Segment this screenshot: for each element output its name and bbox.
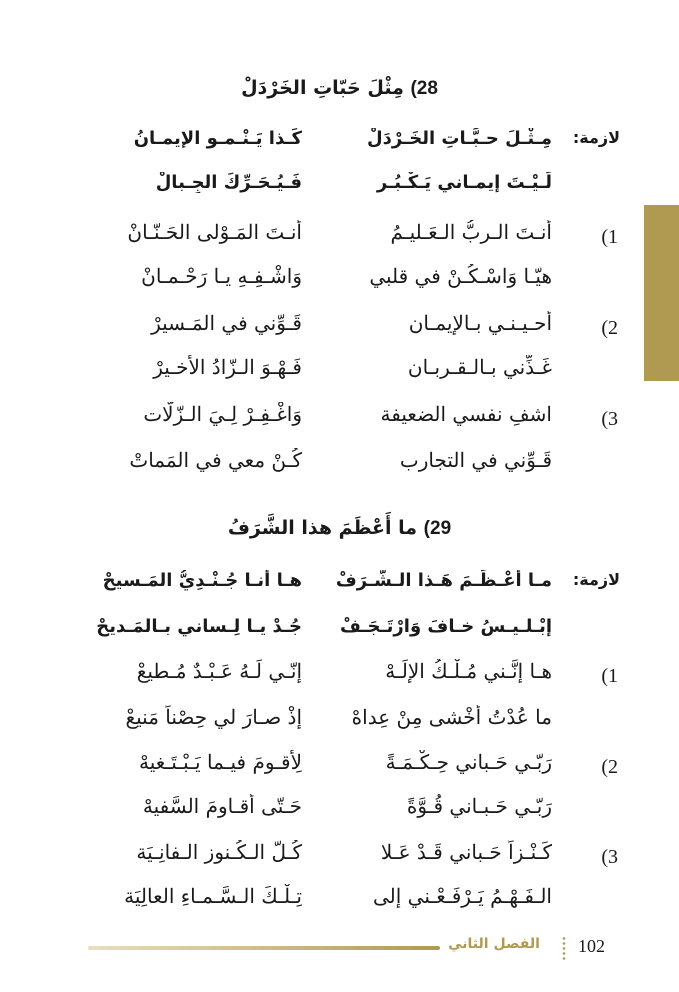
first-hemistich: مِـثْـلَ حـبَّـاتِ الخَـرْدَلْ xyxy=(367,128,552,149)
verse-line xyxy=(40,446,620,486)
second-hemistich: فَـهْـوَ الـزّادُ الأخـيرْ xyxy=(153,355,302,379)
first-hemistich: غَـذِّني بـالـقـربـانِ xyxy=(407,355,552,379)
verse-line xyxy=(40,124,620,164)
hymn-number: 28) xyxy=(410,78,438,99)
first-hemistich: ما عُدْتُ أَخْشى مِنْ عِداهْ xyxy=(351,705,552,729)
second-hemistich: هـا أنـا جُـنْـدِيُّ المَـسيحْ xyxy=(102,570,302,591)
second-hemistich: أنـتَ المَـوْلى الحَـنّـانْ xyxy=(127,220,302,244)
verse-line xyxy=(40,792,620,832)
stanza-number: 2) xyxy=(601,756,618,778)
second-hemistich: تِـلْـكَ الـسَّـمـاءِ العالِيَة xyxy=(124,884,302,908)
hymn-title xyxy=(0,77,679,100)
refrain-label: لازمة: xyxy=(572,128,620,147)
verse-line xyxy=(40,400,620,440)
verse-line xyxy=(40,353,620,393)
first-hemistich: قَـوِّني في التجارب xyxy=(399,448,552,472)
second-hemistich: جُـدْ يـا لِـساني بـالمَـديحْ xyxy=(96,616,302,637)
second-hemistich: فَـيُـحَـرِّكَ الجِـبالْ xyxy=(155,172,302,193)
first-hemistich: أنـتَ الـربُّ الـعَـليـمُ xyxy=(390,220,552,244)
first-hemistich: الـفَـهْـمُ يَـرْفَـعْـني إلى xyxy=(372,884,552,908)
first-hemistich: هيّـا وَاسْـكُـنْ في قلبي xyxy=(369,264,552,288)
first-hemistich: اشفِ نفسي الضعيفة xyxy=(380,402,552,426)
verse-line xyxy=(40,612,620,652)
first-hemistich: كَـنْـزاً حَـباني قَـدْ عَـلا xyxy=(380,840,552,864)
verse-line xyxy=(40,566,620,606)
verse-line xyxy=(40,838,620,878)
second-hemistich: قَـوِّني في المَـسيرْ xyxy=(151,311,302,335)
verse-line xyxy=(40,882,620,922)
page-number: 102 xyxy=(578,936,605,956)
footer-chapter-label: الفصل الثاني xyxy=(448,936,540,952)
verse-line xyxy=(40,262,620,302)
stanza-number: 3) xyxy=(601,846,618,868)
footer-rule xyxy=(88,946,440,950)
stanza-number: 1) xyxy=(601,665,618,687)
refrain-label: لازمة: xyxy=(572,570,620,589)
second-hemistich: وَاغْـفِـرْ لِـيَ الـزّلّات xyxy=(143,402,302,426)
verse-line xyxy=(40,657,620,697)
hymn-title xyxy=(0,517,679,540)
verse-line xyxy=(40,309,620,349)
hymn-title-text: ما أَعْظَمَ هذا الشَّرَفُ xyxy=(227,517,418,539)
first-hemistich: إبْـلـيـسُ خـافَ وَارْتَـجَـفْ xyxy=(339,616,552,637)
second-hemistich: وَاشْـفِـهِ يـا رَحْـمـانْ xyxy=(141,264,302,288)
stanza-number: 2) xyxy=(601,317,618,339)
first-hemistich: أحـيـنـي بـالإيمـانِ xyxy=(408,311,552,335)
first-hemistich: لَـيْـتَ إيمـاني يَـكْـبُـر xyxy=(376,172,552,193)
stanza-number: 3) xyxy=(601,408,618,430)
verse-line xyxy=(40,748,620,788)
second-hemistich: كَـذا يَـنْـمـو الإيمـانُ xyxy=(133,128,302,149)
stanza-number: 1) xyxy=(601,226,618,248)
first-hemistich: مـا أَعْـظَـمَ هَـذا الـشَّـرَفْ xyxy=(335,570,552,591)
second-hemistich: إذْ صـارَ لي حِصْناً مَنيعْ xyxy=(125,705,302,729)
hymn-title-text: مِثْلَ حَبّاتِ الخَرْدَلْ xyxy=(241,77,404,99)
first-hemistich: رَبّـي حَـبـاني قُـوَّةً xyxy=(406,794,552,818)
verse-line xyxy=(40,703,620,743)
second-hemistich: كُـلَّ الـكُـنوزِ الـفانِـيَة xyxy=(136,840,302,864)
footer-dot-separator xyxy=(562,936,566,960)
second-hemistich: كُـنْ معي في المَماتْ xyxy=(129,448,302,472)
first-hemistich: هـا إنَّـني مُـلْـكُ الإلَـهْ xyxy=(385,659,552,683)
second-hemistich: لِأَقـومَ فيـما يَـبْـتَـغيهْ xyxy=(139,750,302,774)
second-hemistich: إنّـي لَـهُ عَـبْـدٌ مُـطيعْ xyxy=(136,659,302,683)
verse-line xyxy=(40,168,620,208)
chapter-side-tab xyxy=(644,205,679,381)
hymn-number: 29) xyxy=(423,518,452,539)
first-hemistich: رَبّـي حَـباني حِـكْـمَـةً xyxy=(385,750,552,774)
verse-line xyxy=(40,218,620,258)
second-hemistich: حَـتّى أُقـاوِمَ السَّفيهْ xyxy=(142,794,302,818)
